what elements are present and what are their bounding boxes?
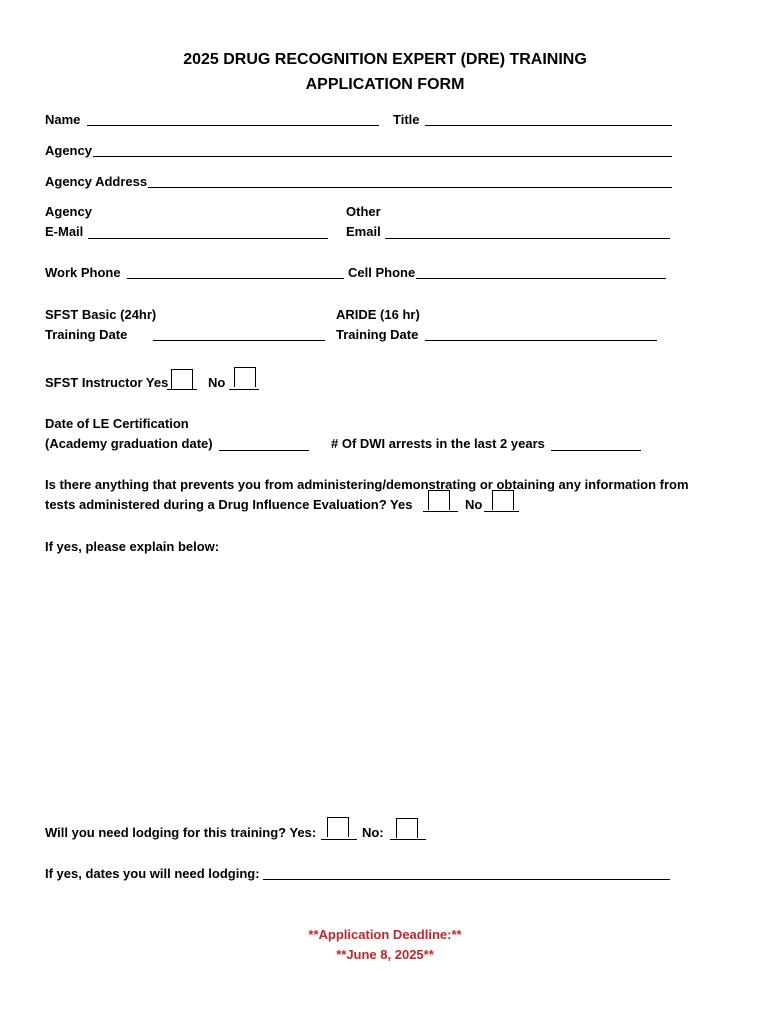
le-cert-date-field[interactable] [219, 450, 309, 451]
deadline-date: **June 8, 2025** [336, 947, 434, 962]
prevent-question-line2: tests administered during a Drug Influence Evaluation? Yes [45, 497, 413, 512]
dwi-arrests-field[interactable] [551, 450, 641, 451]
cell-phone-field[interactable] [416, 278, 666, 279]
agency-email-label-line1: Agency [45, 204, 92, 219]
name-label: Name [45, 112, 81, 127]
aride-training-date-field[interactable] [425, 340, 657, 341]
lodging-question: Will you need lodging for this training? Yes: [45, 825, 317, 840]
le-cert-label-line1: Date of LE Certification [45, 416, 189, 431]
agency-label: Agency [45, 143, 92, 158]
explanation-area[interactable] [45, 565, 675, 805]
work-phone-field[interactable] [127, 278, 344, 279]
dwi-arrests-label: # Of DWI arrests in the last 2 years [331, 436, 545, 451]
prevent-no-label: No [465, 497, 483, 512]
sfst-instructor-label: SFST Instructor Yes [45, 375, 169, 390]
sfst-basic-label: SFST Basic (24hr) [45, 307, 157, 322]
sfst-training-date-field[interactable] [153, 340, 325, 341]
prevent-yes-underline [423, 511, 458, 512]
explain-label: If yes, please explain below: [45, 539, 220, 554]
sfst-instructor-no-underline [229, 389, 259, 390]
agency-address-label: Agency Address [45, 174, 148, 189]
lodging-no-checkbox[interactable] [396, 818, 418, 838]
cell-phone-label: Cell Phone [348, 265, 416, 280]
lodging-dates-field[interactable] [263, 879, 670, 880]
title-field[interactable] [425, 125, 672, 126]
agency-email-field[interactable] [88, 238, 328, 239]
aride-label: ARIDE (16 hr) [336, 307, 420, 322]
prevent-no-underline [484, 511, 519, 512]
aride-training-date-label: Training Date [336, 327, 419, 342]
prevent-yes-checkbox[interactable] [428, 490, 450, 510]
other-email-label-line1: Other [346, 204, 381, 219]
lodging-no-label: No: [362, 825, 384, 840]
form-title-line1: 2025 DRUG RECOGNITION EXPERT (DRE) TRAINING [183, 51, 587, 68]
lodging-dates-label: If yes, dates you will need lodging: [45, 866, 260, 881]
agency-address-field[interactable] [148, 187, 672, 188]
agency-field[interactable] [93, 156, 672, 157]
lodging-yes-underline [321, 839, 357, 840]
work-phone-label: Work Phone [45, 265, 121, 280]
other-email-field[interactable] [385, 238, 670, 239]
sfst-instructor-yes-underline [167, 389, 197, 390]
sfst-instructor-no-checkbox[interactable] [234, 367, 256, 387]
sfst-training-date-label: Training Date [45, 327, 128, 342]
agency-email-label-line2: E-Mail [45, 224, 84, 239]
le-cert-label-line2: (Academy graduation date) [45, 436, 213, 451]
lodging-yes-checkbox[interactable] [327, 817, 349, 837]
sfst-instructor-yes-checkbox[interactable] [171, 369, 193, 389]
prevent-question-line1: Is there anything that prevents you from administering/demonstrating or obtaining any information from [45, 477, 689, 492]
title-label: Title [393, 112, 420, 127]
sfst-instructor-no-label: No [208, 375, 226, 390]
name-field[interactable] [87, 125, 379, 126]
deadline-heading: **Application Deadline:** [308, 927, 462, 942]
prevent-no-checkbox[interactable] [492, 490, 514, 510]
form-title-line2: APPLICATION FORM [305, 76, 465, 93]
other-email-label-line2: Email [346, 224, 381, 239]
lodging-no-underline [390, 839, 426, 840]
